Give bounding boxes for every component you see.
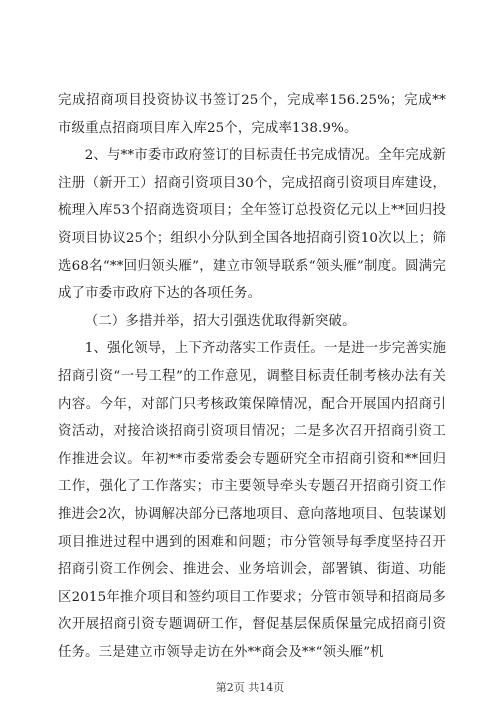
paragraph-strengthen-leadership: 1、强化领导，上下齐动落实工作责任。一是进一步完善实施招商引资“一号工程”的工作意见，调整目标责任制考核办法有关内容。今年，对部门只考核政策保障情况，配合开展国内招商引资活动，对接洽谈招商引资项目情况；二是多次召开招商引资工作推进会议。年初**市委常委会专题研究全市招商引资和**回归工作，强化了工作落实；市主要领导牵头专题召开招商引资工作推进会2次，协调解决部分已落地项目、意向落地项目、包装谋划项目推进过程中遇到的困难和问题；市分管领导每季度坚持召开招商引资工作例会、推进会、业务培训会，部署镇、街道、功能区2015年推介项目和签约项目工作要求；分管市领导和招商局多次开展招商引资专题调研工作，督促基层保质保量完成招商引资任务。三是建立市领导走访在外**商会及**“领头雁”机 bbox=[58, 341, 446, 660]
page-footer: 第2页 共14页 bbox=[215, 681, 285, 694]
section-heading-multiple-measures: （二）多措并举，招大引强迭优取得新突破。 bbox=[84, 313, 356, 329]
paragraph-target-responsibility: 2、与**市委市政府签订的目标责任书完成情况。全年完成新注册（新开工）招商引资项目30个，完成招商引资项目库建设，梳理入库53个招商选资项目；全年签订总投资亿元以上**回归投资项目协议25个；组织小分队到全国各地招商引资10次以上；筛选68名“**回归领头雁”，建立市领导联系“领头雁”制度。圆满完成了市委市政府下达的各项任务。 bbox=[58, 148, 446, 302]
paragraph-investment-completion: 完成招商项目投资协议书签订25个，完成率156.25%；完成**市级重点招商项目库入库25个，完成率138.9%。 bbox=[58, 93, 446, 136]
document-body bbox=[58, 87, 446, 666]
